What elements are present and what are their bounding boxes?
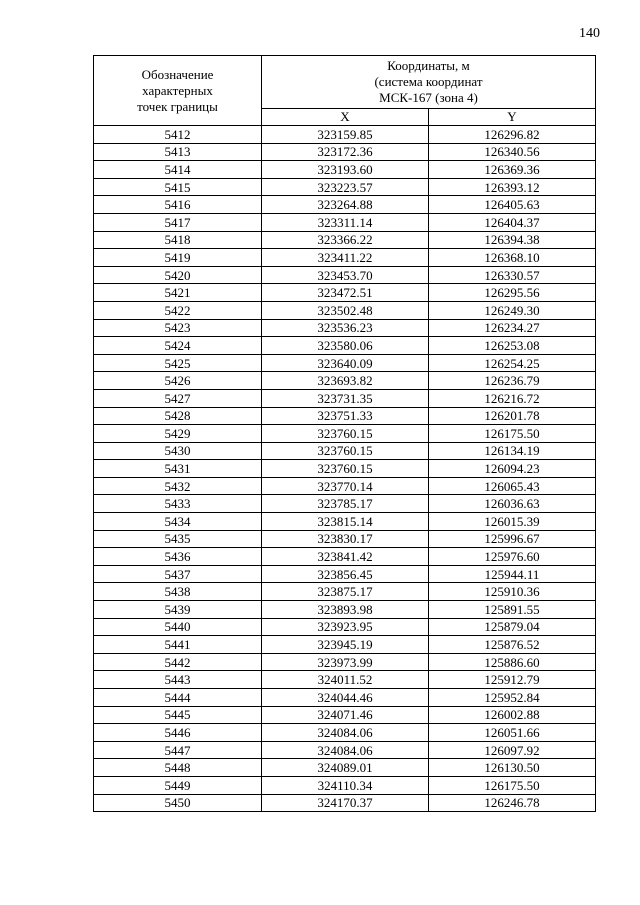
table-body [94,126,596,812]
y-coordinate-cell: 125952.84 [429,689,596,707]
point-id-cell: 5439 [94,601,262,619]
table-row [94,284,596,302]
y-coordinate-cell: 126249.30 [429,301,596,319]
x-coordinate-cell: 323875.17 [262,583,429,601]
x-coordinate-cell: 323580.06 [262,337,429,355]
point-id-cell: 5449 [94,776,262,794]
table-row [94,249,596,267]
x-column-header: X [262,109,429,126]
y-coordinate-cell: 126404.37 [429,213,596,231]
y-coordinate-cell: 125886.60 [429,653,596,671]
y-coordinate-cell: 125910.36 [429,583,596,601]
y-coordinate-cell: 126393.12 [429,178,596,196]
x-coordinate-cell: 323923.95 [262,618,429,636]
y-coordinate-cell: 125976.60 [429,548,596,566]
point-id-cell: 5437 [94,565,262,583]
table-row [94,319,596,337]
y-coordinate-cell: 126216.72 [429,389,596,407]
point-id-cell: 5447 [94,741,262,759]
table-row [94,213,596,231]
point-id-cell: 5450 [94,794,262,812]
point-id-cell: 5420 [94,266,262,284]
point-id-cell: 5432 [94,477,262,495]
x-coordinate-cell: 323193.60 [262,161,429,179]
x-coordinate-cell: 324089.01 [262,759,429,777]
table-row [94,759,596,777]
coordinates-header [262,56,596,109]
y-coordinate-cell: 126051.66 [429,724,596,742]
x-coordinate-cell: 323973.99 [262,653,429,671]
x-coordinate-cell: 323841.42 [262,548,429,566]
point-id-cell: 5429 [94,425,262,443]
x-coordinate-cell: 323760.15 [262,425,429,443]
point-id-cell: 5422 [94,301,262,319]
x-coordinate-cell: 323472.51 [262,284,429,302]
table-row [94,513,596,531]
x-coordinate-cell: 323311.14 [262,213,429,231]
y-coordinate-cell: 126296.82 [429,126,596,144]
point-id-cell: 5440 [94,618,262,636]
x-coordinate-cell: 324110.34 [262,776,429,794]
point-id-cell: 5425 [94,354,262,372]
point-id-cell: 5423 [94,319,262,337]
point-id-cell: 5412 [94,126,262,144]
x-coordinate-cell: 323264.88 [262,196,429,214]
table-row [94,196,596,214]
table-row [94,689,596,707]
x-coordinate-cell: 323159.85 [262,126,429,144]
table-row [94,724,596,742]
table-row [94,548,596,566]
point-id-cell: 5416 [94,196,262,214]
x-coordinate-cell: 323453.70 [262,266,429,284]
y-coordinate-cell: 126340.56 [429,143,596,161]
x-coordinate-cell: 324084.06 [262,724,429,742]
table-row [94,178,596,196]
y-coordinate-cell: 126094.23 [429,460,596,478]
table-row [94,776,596,794]
point-id-cell: 5445 [94,706,262,724]
table-row [94,565,596,583]
x-coordinate-cell: 323785.17 [262,495,429,513]
table-row [94,161,596,179]
coords-header-line-2: (система координат [374,74,483,89]
y-coordinate-cell: 126369.36 [429,161,596,179]
x-coordinate-cell: 323945.19 [262,636,429,654]
point-id-cell: 5433 [94,495,262,513]
x-coordinate-cell: 323502.48 [262,301,429,319]
x-coordinate-cell: 323693.82 [262,372,429,390]
x-coordinate-cell: 323536.23 [262,319,429,337]
y-coordinate-cell: 126015.39 [429,513,596,531]
y-coordinate-cell: 126175.50 [429,425,596,443]
y-coordinate-cell: 126295.56 [429,284,596,302]
table-row [94,495,596,513]
point-id-cell: 5434 [94,513,262,531]
point-id-cell: 5443 [94,671,262,689]
y-coordinate-cell: 126236.79 [429,372,596,390]
point-id-cell: 5413 [94,143,262,161]
point-id-cell: 5421 [94,284,262,302]
coords-header-line-1: Координаты, м [387,58,470,73]
y-coordinate-cell: 126394.38 [429,231,596,249]
y-coordinate-cell: 126246.78 [429,794,596,812]
x-coordinate-cell: 323172.36 [262,143,429,161]
x-coordinate-cell: 323815.14 [262,513,429,531]
coords-header-line-3: МСК-167 (зона 4) [379,90,478,105]
point-id-cell: 5442 [94,653,262,671]
table-row [94,601,596,619]
x-coordinate-cell: 323223.57 [262,178,429,196]
point-id-cell: 5444 [94,689,262,707]
y-coordinate-cell: 126130.50 [429,759,596,777]
table-row [94,442,596,460]
point-id-cell: 5436 [94,548,262,566]
table-row [94,477,596,495]
point-id-cell: 5417 [94,213,262,231]
point-id-cell: 5438 [94,583,262,601]
y-coordinate-cell: 126065.43 [429,477,596,495]
y-coordinate-cell: 126253.08 [429,337,596,355]
y-coordinate-cell: 126002.88 [429,706,596,724]
table-row [94,372,596,390]
table-row [94,354,596,372]
x-coordinate-cell: 323640.09 [262,354,429,372]
y-coordinate-cell: 125879.04 [429,618,596,636]
coordinates-table [93,55,596,812]
x-coordinate-cell: 323770.14 [262,477,429,495]
y-coordinate-cell: 125944.11 [429,565,596,583]
table-row [94,337,596,355]
table-row [94,425,596,443]
point-id-cell: 5415 [94,178,262,196]
table-row [94,671,596,689]
y-coordinate-cell: 125996.67 [429,530,596,548]
point-id-cell: 5428 [94,407,262,425]
x-coordinate-cell: 323411.22 [262,249,429,267]
table-row [94,460,596,478]
x-coordinate-cell: 323366.22 [262,231,429,249]
y-coordinate-cell: 126234.27 [429,319,596,337]
table-row [94,143,596,161]
y-coordinate-cell: 125876.52 [429,636,596,654]
y-coordinate-cell: 126254.25 [429,354,596,372]
point-id-cell: 5419 [94,249,262,267]
y-column-header: Y [429,109,596,126]
table-row [94,231,596,249]
point-id-cell: 5424 [94,337,262,355]
x-coordinate-cell: 323731.35 [262,389,429,407]
table-row [94,301,596,319]
table-row [94,636,596,654]
y-coordinate-cell: 126405.63 [429,196,596,214]
x-coordinate-cell: 324170.37 [262,794,429,812]
x-coordinate-cell: 323830.17 [262,530,429,548]
point-id-cell: 5441 [94,636,262,654]
point-id-cell: 5426 [94,372,262,390]
y-coordinate-cell: 126368.10 [429,249,596,267]
x-coordinate-cell: 324071.46 [262,706,429,724]
y-coordinate-cell: 126097.92 [429,741,596,759]
y-coordinate-cell: 126036.63 [429,495,596,513]
x-coordinate-cell: 323893.98 [262,601,429,619]
point-id-cell: 5431 [94,460,262,478]
point-id-cell: 5430 [94,442,262,460]
table-row [94,583,596,601]
point-id-cell: 5414 [94,161,262,179]
point-header-line-2: характерных [142,82,213,98]
point-id-cell: 5448 [94,759,262,777]
table-row [94,126,596,144]
y-coordinate-cell: 126134.19 [429,442,596,460]
y-coordinate-cell: 126330.57 [429,266,596,284]
table-row [94,266,596,284]
table-row [94,618,596,636]
table-row [94,389,596,407]
table-row [94,407,596,425]
point-designation-header [94,56,262,126]
point-id-cell: 5427 [94,389,262,407]
table-row [94,653,596,671]
table-row [94,530,596,548]
page-number: 140 [579,26,600,41]
point-header-line-3: точек границы [137,98,218,114]
x-coordinate-cell: 323760.15 [262,460,429,478]
table-row [94,706,596,724]
x-coordinate-cell: 324084.06 [262,741,429,759]
x-coordinate-cell: 323760.15 [262,442,429,460]
x-coordinate-cell: 324044.46 [262,689,429,707]
y-coordinate-cell: 125912.79 [429,671,596,689]
y-coordinate-cell: 126175.50 [429,776,596,794]
point-id-cell: 5446 [94,724,262,742]
table-row [94,794,596,812]
x-coordinate-cell: 323856.45 [262,565,429,583]
point-header-line-1: Обозначение [141,66,214,82]
y-coordinate-cell: 125891.55 [429,601,596,619]
x-coordinate-cell: 323751.33 [262,407,429,425]
table-row [94,741,596,759]
point-id-cell: 5418 [94,231,262,249]
point-id-cell: 5435 [94,530,262,548]
y-coordinate-cell: 126201.78 [429,407,596,425]
x-coordinate-cell: 324011.52 [262,671,429,689]
